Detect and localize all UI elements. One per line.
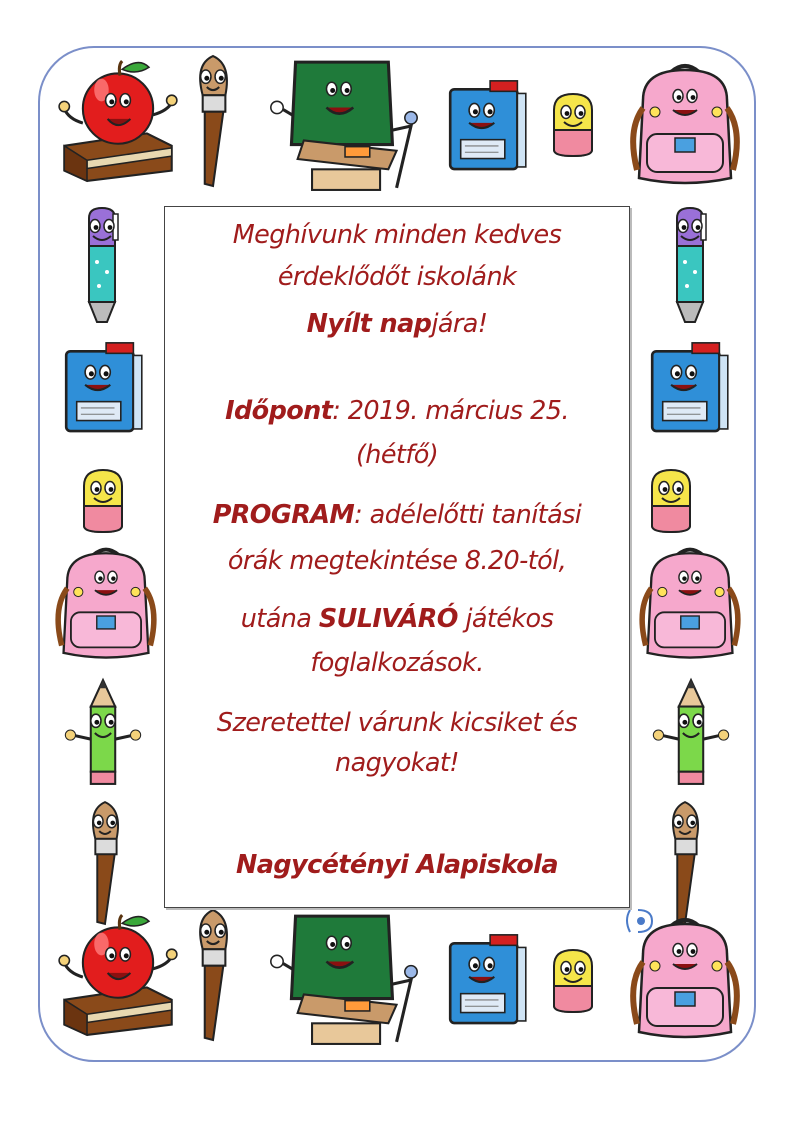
backpack-icon [622, 60, 748, 190]
notebook-icon [446, 932, 530, 1028]
day-line: (hétfő) [355, 440, 439, 470]
date-value: : 2019. március 25. [332, 396, 569, 426]
invitation-line-1: Meghívunk minden kedves [232, 220, 562, 250]
eraser-icon [548, 946, 598, 1016]
notebook-icon [62, 340, 146, 436]
pen-icon [664, 206, 716, 326]
eraser-icon [78, 466, 128, 536]
program-line-1 [165, 495, 629, 535]
apple-on-book-icon [56, 912, 180, 1038]
date-line [165, 391, 629, 431]
invitation-line-3 [165, 304, 629, 344]
school-name: Nagycétényi Alapiskola [236, 850, 558, 880]
pencil-icon [650, 676, 732, 788]
backpack-icon [46, 544, 166, 664]
notebook-icon [648, 340, 732, 436]
activities-line: foglalkozások. [310, 648, 484, 678]
after-pre: utána [240, 604, 319, 634]
after-line [165, 599, 629, 639]
sulivaro-label: SULIVÁRÓ [318, 604, 458, 634]
program-label: PROGRAM [212, 500, 355, 530]
date-label: Időpont [225, 396, 333, 426]
paintbrush-icon [182, 54, 244, 188]
after-post: játékos [457, 604, 554, 634]
open-day-suffix: jára! [431, 309, 488, 339]
program-line-2: órák megtekintése 8.20-tól, [227, 546, 567, 576]
invitation-line-2: érdeklődőt iskolánk [277, 262, 517, 292]
logo-icon [622, 906, 658, 936]
backpack-icon [630, 544, 750, 664]
program-text-1: : adélelőtti tanítási [354, 500, 582, 530]
welcome-line-2: nagyokat! [335, 748, 459, 778]
welcome-line-1: Szeretettel várunk kicsiket és [216, 708, 578, 738]
chalkboard-icon [256, 58, 432, 192]
eraser-icon [548, 90, 598, 160]
chalkboard-icon [256, 912, 432, 1046]
pencil-icon [62, 676, 144, 788]
eraser-icon [646, 466, 696, 536]
apple-on-book-icon [56, 58, 180, 184]
paintbrush-icon [76, 798, 134, 928]
notebook-icon [446, 78, 530, 174]
open-day-label: Nyílt nap [306, 309, 432, 339]
pen-icon [76, 206, 128, 326]
invitation-text-box [164, 206, 630, 908]
paintbrush-icon [182, 908, 244, 1042]
paintbrush-icon [656, 798, 714, 928]
